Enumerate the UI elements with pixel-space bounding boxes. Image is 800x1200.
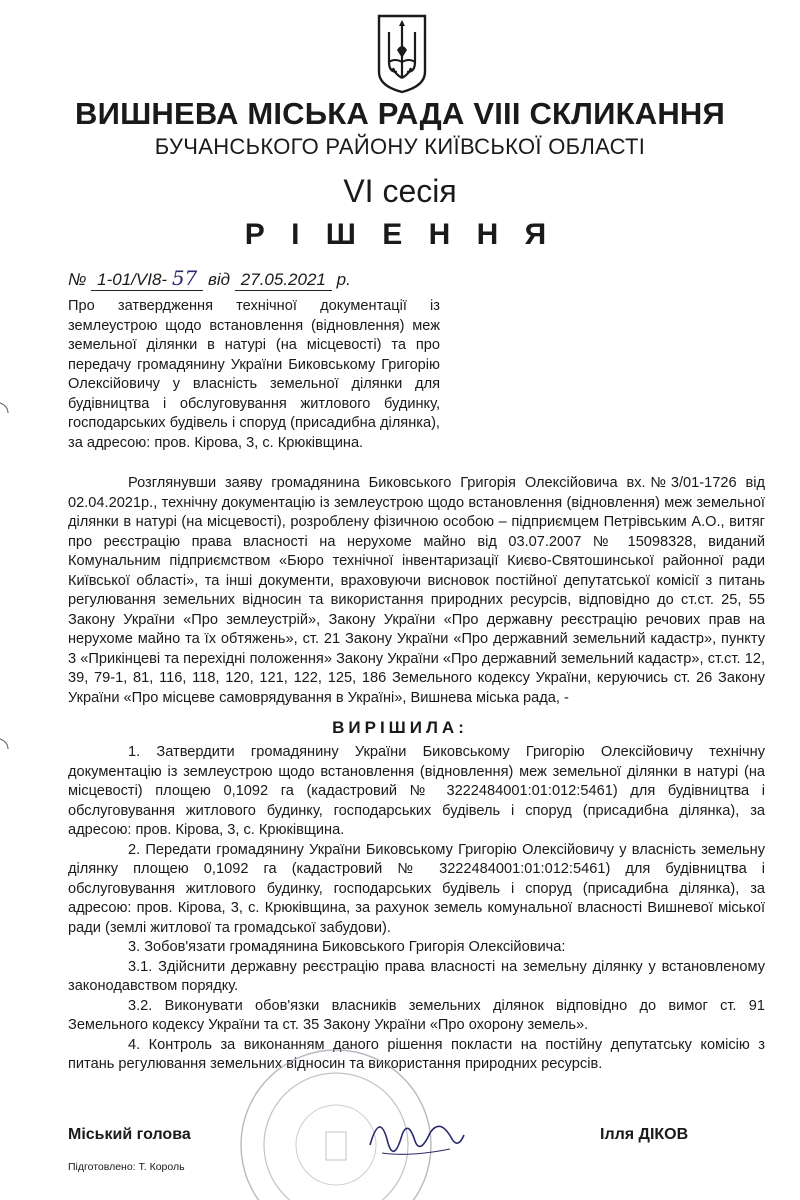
binding-mark [0, 402, 10, 414]
document-type: Р І Ш Е Н Н Я [244, 218, 556, 251]
preamble-paragraph: Розглянувши заяву громадянина Биковського Григорія Олексійовича вх.№3/01-1726 від 02.04.2021р., технічну документацію із землеустрою щодо встановлення (відновлення) меж земельної ділянки в натурі (на місцевості), розроблену фізичною особою – підприємцем Петрівським А.О., витяг про реєстрацію права власності на нерухоме майно від 03.07.2007 № 15098328, виданий Комунальним підприємством «Бюро технічної інвентаризації Києво-Святошинської районної ради Київської області», та інші документи, враховуючи висновок постійної депутатської комісії з питань регулювання земельних відносин та використання природних ресурсів, відповідно до ст.ст. 25, 55 Закону України «Про землеустрій», Закону України «Про державну реєстрацію речових прав на нерухоме майно та їх обтяжень», ст. 21 Закону України «Про державний земельний кадастр», пункту 3 «Прикінцеві та перехідні положення» Закону України «Про державний земельний кадастр», ст.ст. 12, 39, 79-1, 81, 116, 118, 120, 121, 122, 125, 186 Земельного кодексу України, керуючись ст. 26 Закону України «Про місцеве самоврядування в Україні», Вишнева міська рада, - [68, 475, 765, 706]
from-word: від [208, 270, 231, 289]
session-title: VI сесія [343, 173, 457, 209]
number-sign: № [68, 270, 87, 289]
council-name: ВИШНЕВА МІСЬКА РАДА VIII СКЛИКАННЯ [75, 96, 725, 131]
decision-items [68, 743, 765, 1075]
decision-code: 1-01/VI8- [97, 270, 168, 289]
decision-item-3: 3. Зобов'язати громадянина Биковського Григорія Олексійовича: [128, 939, 566, 955]
decision-item-4: 4. Контроль за виконанням даного рішення покласти на постійну депутатську комісію з питань регулювання земельних відносин та використання природних ресурсів. [68, 1036, 765, 1072]
resolved-heading: ВИРІШИЛА: [332, 718, 468, 737]
signature-title: Міський голова [68, 1126, 191, 1143]
binding-mark [0, 738, 10, 750]
year-suffix: р. [336, 270, 351, 289]
signature-name: Ілля ДІКОВ [600, 1126, 689, 1143]
decision-subject: Про затвердження технічної документації із землеустрою щодо встановлення (відновлення) меж земельної ділянки в натурі (на місцевості) та про передачу громадянину України Биковському Григорію Олексійовичу у власність земельної ділянки для будівництва і обслуговування житлового будинку, господарських будівель і споруд (присадибна ділянка), за адресою: пров. Кірова, 3, с. Крюківщина. [68, 298, 440, 451]
council-region: БУЧАНСЬКОГО РАЙОНУ КИЇВСЬКОЇ ОБЛАСТІ [154, 134, 646, 159]
decision-number [91, 266, 203, 291]
handwritten-number: 57 [171, 266, 198, 290]
decision-item-2: 2. Передати громадянину України Биковському Григорію Олексійовичу у власність земельну ділянку площею 0,1092 га (кадастровий № 3222484001:01:012:5461) для будівництва і обслуговування житлового будинку, господарських будівель і споруд (присадибна ділянка), за адресою: пров. Кірова, 3, с. Крюківщина, за рахунок земель комунальної власності Вишневої міської ради (землі житлової та громадської забудови). [68, 841, 765, 936]
handwritten-signature [360, 1105, 470, 1165]
decision-item-3-2: 3.2. Виконувати обов'язки власників земельних ділянок відповідно до вимог ст. 91 Земельного кодексу України та ст. 35 Закону України «Про охорону земель». [68, 997, 765, 1033]
prepared-by: Підготовлено: Т. Король [68, 1161, 185, 1173]
decision-number-line [68, 266, 351, 291]
decision-item-3-1: 3.1. Здійснити державну реєстрацію права власності на земельну ділянку у встановленому законодавством порядку. [68, 958, 765, 994]
coat-of-arms-icon [375, 12, 429, 96]
decision-item-1: 1. Затвердити громадянину України Биковському Григорію Олексійовичу технічну документацію із землеустрою щодо встановлення (відновлення) меж земельної ділянки в натурі (на місцевості) площею 0,1092 га (кадастровий № 3222484001:01:012:5461) для будівництва і обслуговування житлового будинку, господарських будівель і споруд (присадибна ділянка), за адресою: пров. Кірова, 3, с. Крюківщина. [68, 744, 765, 838]
decision-date: 27.05.2021 [235, 270, 332, 291]
